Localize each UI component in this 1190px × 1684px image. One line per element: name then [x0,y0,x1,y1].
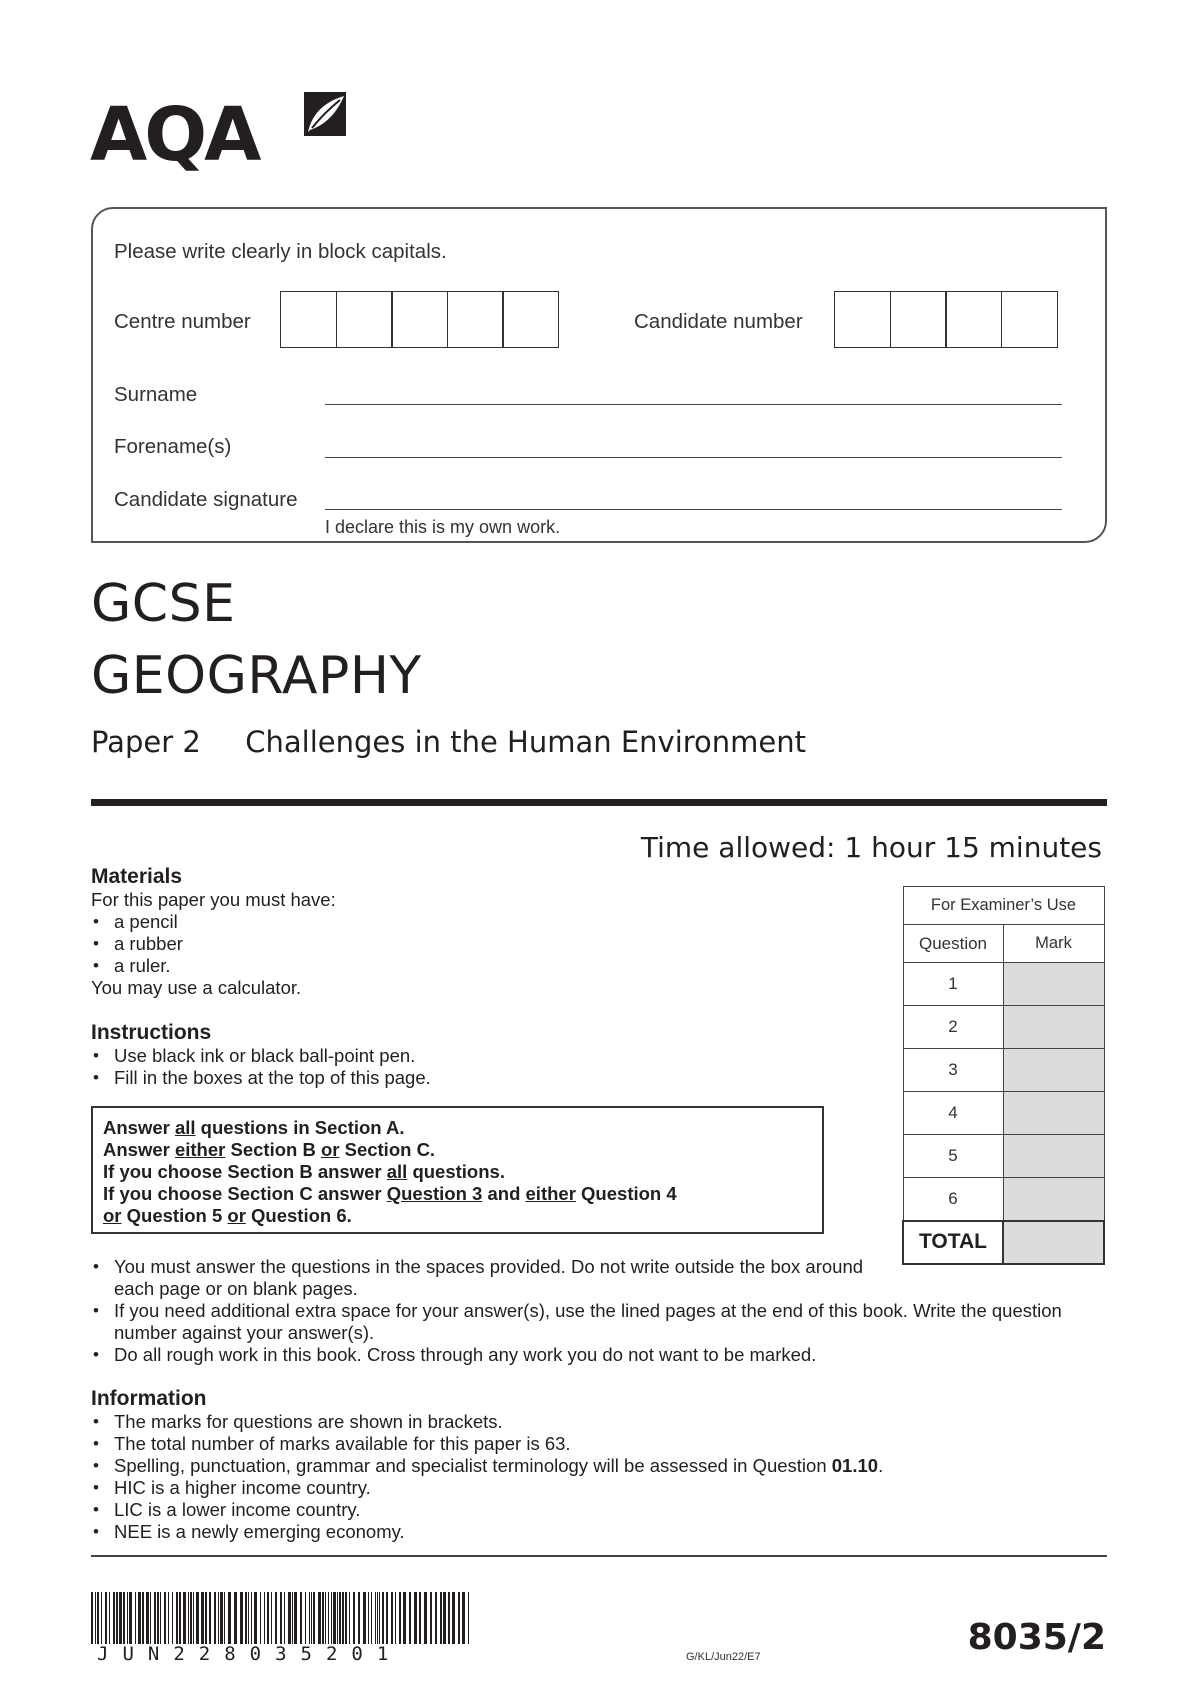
mark-cell[interactable] [1003,963,1104,1006]
list-item: • Do all rough work in this book. Cross through any work you do not want to be marked. [91,1344,1091,1366]
materials-intro: For this paper you must have: [91,889,336,910]
question-number: 3 [903,1049,1003,1092]
question-number: 5 [903,1135,1003,1178]
materials-list [91,911,851,977]
list-item: • The marks for questions are shown in brackets. [91,1411,1091,1433]
list-item: • Fill in the boxes at the top of this page. [91,1067,851,1089]
surname-field[interactable] [325,404,1062,405]
total-label: TOTAL [903,1221,1003,1264]
candidate-digit-box[interactable] [945,291,1002,348]
paper-title: Challenges in the Human Environment [245,725,807,759]
surname-label: Surname [114,383,198,406]
information-section [91,1387,1091,1543]
rule-line: or Question 5 or Question 6. [103,1205,352,1226]
header-divider [91,799,1107,806]
question-number: 6 [903,1178,1003,1221]
paper-reference: G/KL/Jun22/E7 [686,1651,761,1663]
materials-note: You may use a calculator. [91,977,302,998]
table-row [903,1006,1104,1049]
list-item: • If you need additional extra space for your answer(s), use the lined pages at the end of this book. Write the question number against your answer(s). [91,1300,1091,1344]
logo-wordmark: AQA [90,92,259,178]
centre-digit-box[interactable] [280,291,337,348]
list-item: • The total number of marks available for this paper is 63. [91,1433,1091,1455]
total-row [903,1221,1104,1264]
list-item: • Spelling, punctuation, grammar and specialist terminology will be assessed in Question 01.10. [91,1455,1091,1477]
answer-rules-box [91,1106,824,1234]
subject-title: GEOGRAPHY [91,646,422,706]
centre-number-label: Centre number [114,310,251,333]
block-capitals-instruction: Please write clearly in block capitals. [114,240,447,263]
aqa-logo [90,88,355,183]
list-item: • LIC is a lower income country. [91,1499,1091,1521]
instructions-heading: Instructions [91,1021,212,1044]
mark-cell[interactable] [1003,1092,1104,1135]
table-row [903,1092,1104,1135]
forenames-field[interactable] [325,457,1062,458]
centre-digit-box[interactable] [391,291,448,348]
centre-number-boxes [280,291,559,348]
paper-line [91,725,806,759]
mark-cell[interactable] [1003,1135,1104,1178]
candidate-number-boxes [834,291,1058,348]
table-row [903,1178,1104,1221]
list-item: • HIC is a higher income country. [91,1477,1091,1499]
question-number: 2 [903,1006,1003,1049]
instructions-section [91,1021,851,1089]
paper-number: Paper 2 [91,725,201,759]
candidate-digit-box[interactable] [1001,291,1058,348]
candidate-digit-box[interactable] [834,291,891,348]
paper-code: 8035/2 [967,1617,1106,1658]
centre-digit-box[interactable] [502,291,559,348]
list-item: • Use black ink or black ball-point pen. [91,1045,851,1067]
rule-line: If you choose Section C answer Question 3 and either Question 4 [103,1183,677,1204]
centre-digit-box[interactable] [336,291,393,348]
list-item: • You must answer the questions in the spaces provided. Do not write outside the box around each page or on blank pages. [91,1256,881,1300]
materials-section [91,865,851,999]
list-item: • NEE is a newly emerging economy. [91,1521,1091,1543]
mark-cell[interactable] [1003,1178,1104,1221]
signature-label: Candidate signature [114,488,298,511]
mark-cell[interactable] [1003,1049,1104,1092]
leaf-icon [298,88,350,144]
time-allowed: Time allowed: 1 hour 15 minutes [640,831,1102,864]
declaration-text: I declare this is my own work. [325,517,561,537]
information-list [91,1411,1091,1543]
instructions-list [91,1045,851,1089]
table-row [903,1049,1104,1092]
question-number: 1 [903,963,1003,1006]
signature-field[interactable] [325,509,1062,510]
information-heading: Information [91,1387,207,1410]
further-instructions [91,1256,1091,1366]
candidate-number-label: Candidate number [634,310,803,333]
forenames-label: Forename(s) [114,435,232,458]
centre-digit-box[interactable] [447,291,504,348]
question-number: 4 [903,1092,1003,1135]
examiner-table-title: For Examiner’s Use [903,887,1104,925]
mark-cell[interactable] [1003,1006,1104,1049]
qualification-title: GCSE [91,574,236,634]
column-header-mark: Mark [1003,925,1104,963]
table-row [903,1135,1104,1178]
list-item: • a rubber [91,933,851,955]
list-item: • a ruler. [91,955,851,977]
total-mark-cell[interactable] [1003,1221,1104,1264]
barcode [91,1592,471,1644]
rule-line: Answer either Section B or Section C. [103,1139,436,1160]
candidate-digit-box[interactable] [890,291,947,348]
barcode-number: JUN228035201 [97,1643,403,1665]
rule-line: Answer all questions in Section A. [103,1117,405,1138]
materials-heading: Materials [91,865,183,888]
rule-line: If you choose Section B answer all questions. [103,1161,505,1182]
table-row [903,963,1104,1006]
list-item: • a pencil [91,911,851,933]
examiner-use-table [902,886,1105,1265]
footer-divider [91,1555,1107,1557]
column-header-question: Question [903,925,1003,963]
